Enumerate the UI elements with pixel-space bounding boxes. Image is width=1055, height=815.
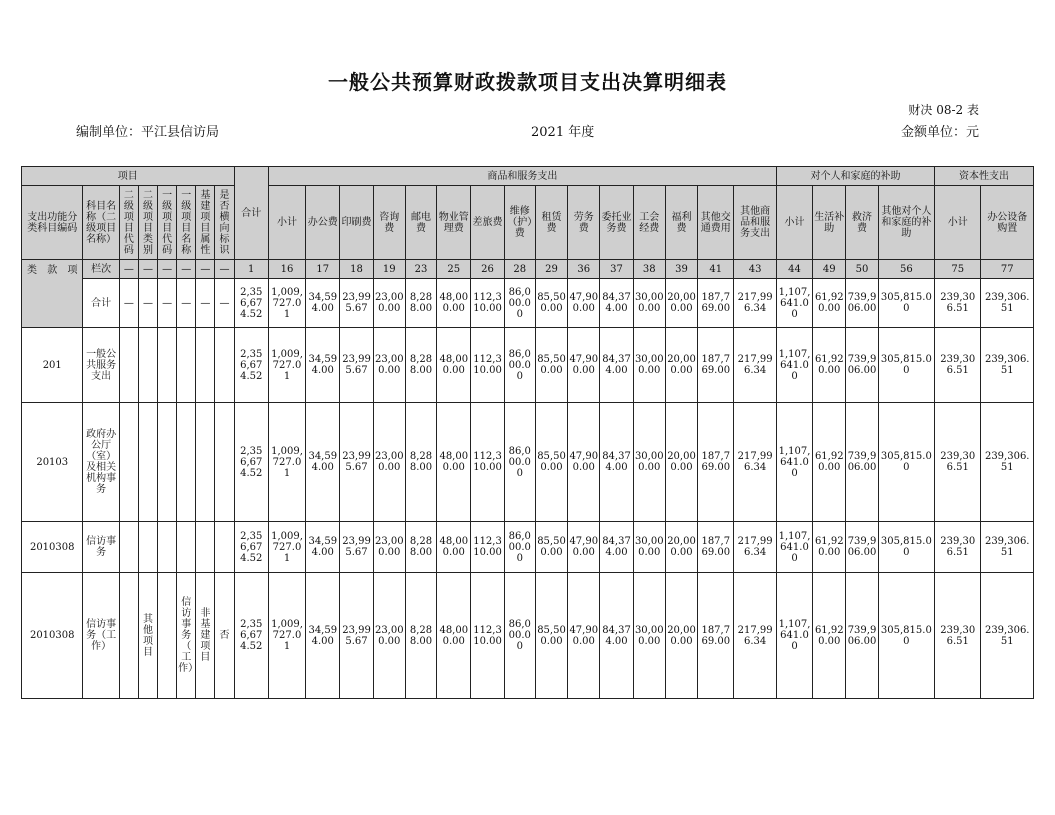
expenditure-table bbox=[21, 166, 1034, 699]
seq-number: 77 bbox=[981, 260, 1034, 279]
amount-cell: 48,000.00 bbox=[437, 328, 471, 403]
row-l1-code bbox=[158, 522, 177, 573]
kind-label: 类 bbox=[27, 265, 37, 276]
seq-number: 50 bbox=[846, 260, 878, 279]
col-field: 维修（护）费 bbox=[504, 186, 535, 260]
col-field: 小计 bbox=[268, 186, 305, 260]
amount-cell: 739,906.00 bbox=[846, 279, 878, 328]
amount-cell: 86,000.00 bbox=[504, 328, 535, 403]
amount-cell: 30,000.00 bbox=[633, 522, 665, 573]
amount-cell: 61,920.00 bbox=[813, 573, 846, 699]
amount-cell: 85,500.00 bbox=[535, 328, 567, 403]
row-l1-name bbox=[177, 403, 196, 522]
amount-cell: 112,310.00 bbox=[471, 279, 504, 328]
seq-number: 37 bbox=[600, 260, 633, 279]
seq-number: 18 bbox=[340, 260, 373, 279]
row-code: 201 bbox=[22, 328, 83, 403]
seq-label: 栏次 bbox=[83, 260, 119, 279]
col-infra: 基建项目属性 bbox=[196, 186, 215, 260]
amount-cell: 1,107,641.00 bbox=[776, 522, 812, 573]
seq-number: 16 bbox=[268, 260, 305, 279]
kind-label-group bbox=[23, 265, 81, 276]
row-l2-type: 其他项目 bbox=[138, 573, 157, 699]
amount-cell: 239,306.51 bbox=[935, 573, 981, 699]
group-header-row bbox=[22, 167, 1034, 186]
amount-cell: 305,815.00 bbox=[878, 522, 934, 573]
column-header-row bbox=[22, 186, 1034, 260]
seq-number: 56 bbox=[878, 260, 934, 279]
row-l1-name bbox=[177, 328, 196, 403]
report-meta-row bbox=[76, 121, 979, 140]
amount-cell: 61,920.00 bbox=[813, 403, 846, 522]
col-name: 科目名称（二级项目名称） bbox=[83, 186, 119, 260]
amount-cell: 48,000.00 bbox=[437, 522, 471, 573]
amount-cell: 20,000.00 bbox=[665, 522, 697, 573]
amount-cell: 23,995.67 bbox=[340, 279, 373, 328]
seq-dash: — bbox=[196, 260, 215, 279]
row-name: 一般公共服务支出 bbox=[83, 328, 119, 403]
amount-cell: 86,000.00 bbox=[504, 573, 535, 699]
amount-cell: 23,000.00 bbox=[373, 573, 405, 699]
seq-number: 36 bbox=[568, 260, 600, 279]
seq-number: 19 bbox=[373, 260, 405, 279]
amount-cell: 23,000.00 bbox=[373, 279, 405, 328]
col-field: 小计 bbox=[935, 186, 981, 260]
amount-cell: 1,009,727.01 bbox=[268, 328, 305, 403]
amount-cell: 23,995.67 bbox=[340, 522, 373, 573]
row-infra bbox=[196, 403, 215, 522]
col-field: 咨询费 bbox=[373, 186, 405, 260]
table-row bbox=[22, 403, 1034, 522]
amount-cell: 217,996.34 bbox=[734, 522, 776, 573]
amount-cell: 239,306.51 bbox=[981, 403, 1034, 522]
amount-cell: 84,374.00 bbox=[600, 403, 633, 522]
row-l2-type bbox=[138, 328, 157, 403]
amount-cell: 34,594.00 bbox=[306, 522, 340, 573]
amount-cell: 217,996.34 bbox=[734, 279, 776, 328]
row-l2-code bbox=[119, 403, 138, 522]
amount-cell: 112,310.00 bbox=[471, 573, 504, 699]
amount-cell: 23,995.67 bbox=[340, 403, 373, 522]
row-l2-code: — bbox=[119, 279, 138, 328]
report-year: 2021 年度 bbox=[531, 125, 595, 140]
amount-cell: 187,769.00 bbox=[698, 328, 734, 403]
amount-cell: 47,900.00 bbox=[568, 279, 600, 328]
col-field: 邮电费 bbox=[405, 186, 436, 260]
currency-unit: 金额单位：元 bbox=[900, 125, 979, 140]
col-field: 小计 bbox=[776, 186, 812, 260]
form-number: 财决 08-2 表 bbox=[908, 103, 979, 117]
amount-cell: 187,769.00 bbox=[698, 522, 734, 573]
amount-cell: 48,000.00 bbox=[437, 573, 471, 699]
amount-cell: 1,009,727.01 bbox=[268, 279, 305, 328]
col-field: 差旅费 bbox=[471, 186, 504, 260]
seq-number: 28 bbox=[504, 260, 535, 279]
row-l2-type bbox=[138, 403, 157, 522]
col-field: 印刷费 bbox=[340, 186, 373, 260]
table-row bbox=[22, 328, 1034, 403]
amount-cell: 86,000.00 bbox=[504, 403, 535, 522]
kind-label: 款 bbox=[47, 265, 58, 276]
amount-cell: 61,920.00 bbox=[813, 279, 846, 328]
row-name: 合计 bbox=[83, 279, 119, 328]
col-field: 委托业务费 bbox=[600, 186, 633, 260]
report-title: 一般公共预算财政拨款项目支出决算明细表 bbox=[328, 70, 727, 94]
seq-number: 17 bbox=[306, 260, 340, 279]
col-field: 工会经费 bbox=[633, 186, 665, 260]
amount-cell: 8,288.00 bbox=[405, 279, 436, 328]
seq-number: 44 bbox=[776, 260, 812, 279]
row-name: 信访事务 bbox=[83, 522, 119, 573]
amount-cell: 739,906.00 bbox=[846, 573, 878, 699]
row-l1-name bbox=[177, 522, 196, 573]
amount-cell: 61,920.00 bbox=[813, 328, 846, 403]
amount-cell: 23,000.00 bbox=[373, 328, 405, 403]
row-infra: — bbox=[196, 279, 215, 328]
amount-cell: 20,000.00 bbox=[665, 279, 697, 328]
amount-cell: 47,900.00 bbox=[568, 328, 600, 403]
amount-cell: 305,815.00 bbox=[878, 328, 934, 403]
amount-cell: 239,306.51 bbox=[981, 328, 1034, 403]
amount-cell: 1,107,641.00 bbox=[776, 573, 812, 699]
amount-cell: 85,500.00 bbox=[535, 403, 567, 522]
amount-cell: 8,288.00 bbox=[405, 573, 436, 699]
amount-cell: 239,306.51 bbox=[981, 279, 1034, 328]
col-field: 办公设备购置 bbox=[981, 186, 1034, 260]
amount-cell: 47,900.00 bbox=[568, 573, 600, 699]
amount-cell: 1,107,641.00 bbox=[776, 403, 812, 522]
row-l1-name: — bbox=[177, 279, 196, 328]
amount-cell: 20,000.00 bbox=[665, 328, 697, 403]
seq-dash: — bbox=[138, 260, 157, 279]
amount-cell: 187,769.00 bbox=[698, 279, 734, 328]
row-name: 信访事务（工作） bbox=[83, 573, 119, 699]
col-field: 办公费 bbox=[306, 186, 340, 260]
amount-cell: 61,920.00 bbox=[813, 522, 846, 573]
row-code: 2010308 bbox=[22, 573, 83, 699]
amount-cell: 84,374.00 bbox=[600, 573, 633, 699]
amount-cell: 112,310.00 bbox=[471, 522, 504, 573]
amount-cell: 239,306.51 bbox=[935, 279, 981, 328]
amount-cell: 84,374.00 bbox=[600, 279, 633, 328]
col-field: 其他交通费用 bbox=[698, 186, 734, 260]
amount-cell: 23,000.00 bbox=[373, 403, 405, 522]
amount-cell: 20,000.00 bbox=[665, 573, 697, 699]
seq-dash: — bbox=[215, 260, 234, 279]
amount-cell: 34,594.00 bbox=[306, 573, 340, 699]
amount-cell: 305,815.00 bbox=[878, 279, 934, 328]
row-infra bbox=[196, 522, 215, 573]
col-cross: 是否横向标识 bbox=[215, 186, 234, 260]
amount-cell: 239,306.51 bbox=[981, 522, 1034, 573]
sequence-row bbox=[22, 260, 1034, 279]
seq-number: 49 bbox=[813, 260, 846, 279]
row-code: 2010308 bbox=[22, 522, 83, 573]
seq-number: 23 bbox=[405, 260, 436, 279]
row-l2-type: — bbox=[138, 279, 157, 328]
amount-cell: 8,288.00 bbox=[405, 403, 436, 522]
amount-cell: 48,000.00 bbox=[437, 279, 471, 328]
amount-cell: 47,900.00 bbox=[568, 522, 600, 573]
amount-cell: 8,288.00 bbox=[405, 328, 436, 403]
row-cross bbox=[215, 328, 234, 403]
col-field: 物业管理费 bbox=[437, 186, 471, 260]
col-l2-code: 二级项目代码 bbox=[119, 186, 138, 260]
row-cross bbox=[215, 403, 234, 522]
col-field: 福利费 bbox=[665, 186, 697, 260]
amount-cell: 30,000.00 bbox=[633, 279, 665, 328]
col-field: 其他商品和服务支出 bbox=[734, 186, 776, 260]
amount-cell: 305,815.00 bbox=[878, 403, 934, 522]
group-individuals: 对个人和家庭的补助 bbox=[776, 167, 934, 186]
row-l1-name: 信访事务（工作） bbox=[177, 573, 196, 699]
amount-cell: 48,000.00 bbox=[437, 403, 471, 522]
row-l1-code bbox=[158, 403, 177, 522]
row-l1-code bbox=[158, 573, 177, 699]
compiling-unit: 编制单位：平江县信访局 bbox=[76, 125, 220, 140]
row-name: 政府办公厅（室）及相关机构事务 bbox=[83, 403, 119, 522]
group-project: 项目 bbox=[22, 167, 235, 186]
seq-dash: — bbox=[177, 260, 196, 279]
amount-cell: 86,000.00 bbox=[504, 279, 535, 328]
row-cross: 否 bbox=[215, 573, 234, 699]
amount-cell: 8,288.00 bbox=[405, 522, 436, 573]
row-l2-code bbox=[119, 328, 138, 403]
col-l1-code: 一级项目代码 bbox=[158, 186, 177, 260]
amount-cell: 217,996.34 bbox=[734, 328, 776, 403]
amount-cell: 739,906.00 bbox=[846, 403, 878, 522]
amount-cell: 86,000.00 bbox=[504, 522, 535, 573]
row-infra bbox=[196, 328, 215, 403]
amount-cell: 23,000.00 bbox=[373, 522, 405, 573]
amount-cell: 30,000.00 bbox=[633, 403, 665, 522]
amount-cell: 217,996.34 bbox=[734, 403, 776, 522]
row-l2-type bbox=[138, 522, 157, 573]
amount-cell: 34,594.00 bbox=[306, 403, 340, 522]
amount-cell: 34,594.00 bbox=[306, 279, 340, 328]
amount-cell: 2,356,674.52 bbox=[234, 573, 268, 699]
row-l2-code bbox=[119, 573, 138, 699]
col-code: 支出功能分类科目编码 bbox=[22, 186, 83, 260]
row-code: 20103 bbox=[22, 403, 83, 522]
amount-cell: 30,000.00 bbox=[633, 573, 665, 699]
amount-cell: 85,500.00 bbox=[535, 522, 567, 573]
amount-cell: 239,306.51 bbox=[935, 522, 981, 573]
col-l2-type: 二级项目类别 bbox=[138, 186, 157, 260]
amount-cell: 239,306.51 bbox=[981, 573, 1034, 699]
seq-number: 26 bbox=[471, 260, 504, 279]
amount-cell: 217,996.34 bbox=[734, 573, 776, 699]
amount-cell: 23,995.67 bbox=[340, 328, 373, 403]
amount-cell: 1,009,727.01 bbox=[268, 522, 305, 573]
amount-cell: 85,500.00 bbox=[535, 573, 567, 699]
col-l1-name: 一级项目名称 bbox=[177, 186, 196, 260]
amount-cell: 112,310.00 bbox=[471, 328, 504, 403]
seq-number: 43 bbox=[734, 260, 776, 279]
seq-dash: — bbox=[158, 260, 177, 279]
amount-cell: 2,356,674.52 bbox=[234, 403, 268, 522]
col-field: 生活补助 bbox=[813, 186, 846, 260]
amount-cell: 20,000.00 bbox=[665, 403, 697, 522]
row-cross: — bbox=[215, 279, 234, 328]
seq-number: 41 bbox=[698, 260, 734, 279]
col-total: 合计 bbox=[234, 167, 268, 260]
col-field: 劳务费 bbox=[568, 186, 600, 260]
total-row bbox=[22, 279, 1034, 328]
seq-number: 38 bbox=[633, 260, 665, 279]
kind-labels bbox=[22, 260, 83, 328]
amount-cell: 239,306.51 bbox=[935, 328, 981, 403]
amount-cell: 1,107,641.00 bbox=[776, 328, 812, 403]
table-row bbox=[22, 522, 1034, 573]
amount-cell: 187,769.00 bbox=[698, 573, 734, 699]
seq-dash: — bbox=[119, 260, 138, 279]
amount-cell: 2,356,674.52 bbox=[234, 328, 268, 403]
row-l1-code: — bbox=[158, 279, 177, 328]
seq-number: 25 bbox=[437, 260, 471, 279]
row-infra: 非基建项目 bbox=[196, 573, 215, 699]
col-field: 租赁费 bbox=[535, 186, 567, 260]
amount-cell: 1,009,727.01 bbox=[268, 573, 305, 699]
amount-cell: 112,310.00 bbox=[471, 403, 504, 522]
kind-label: 项 bbox=[67, 265, 78, 276]
seq-number: 1 bbox=[234, 260, 268, 279]
amount-cell: 2,356,674.52 bbox=[234, 522, 268, 573]
amount-cell: 30,000.00 bbox=[633, 328, 665, 403]
amount-cell: 85,500.00 bbox=[535, 279, 567, 328]
amount-cell: 47,900.00 bbox=[568, 403, 600, 522]
amount-cell: 1,009,727.01 bbox=[268, 403, 305, 522]
col-field: 救济费 bbox=[846, 186, 878, 260]
group-capital: 资本性支出 bbox=[935, 167, 1034, 186]
amount-cell: 84,374.00 bbox=[600, 522, 633, 573]
amount-cell: 84,374.00 bbox=[600, 328, 633, 403]
table-row bbox=[22, 573, 1034, 699]
amount-cell: 34,594.00 bbox=[306, 328, 340, 403]
amount-cell: 187,769.00 bbox=[698, 403, 734, 522]
amount-cell: 1,107,641.00 bbox=[776, 279, 812, 328]
amount-cell: 23,995.67 bbox=[340, 573, 373, 699]
seq-number: 39 bbox=[665, 260, 697, 279]
group-goods-services: 商品和服务支出 bbox=[268, 167, 776, 186]
amount-cell: 305,815.00 bbox=[878, 573, 934, 699]
seq-number: 75 bbox=[935, 260, 981, 279]
seq-number: 29 bbox=[535, 260, 567, 279]
amount-cell: 2,356,674.52 bbox=[234, 279, 268, 328]
amount-cell: 739,906.00 bbox=[846, 328, 878, 403]
amount-cell: 239,306.51 bbox=[935, 403, 981, 522]
col-field: 其他对个人和家庭的补助 bbox=[878, 186, 934, 260]
row-l1-code bbox=[158, 328, 177, 403]
row-cross bbox=[215, 522, 234, 573]
row-l2-code bbox=[119, 522, 138, 573]
amount-cell: 739,906.00 bbox=[846, 522, 878, 573]
